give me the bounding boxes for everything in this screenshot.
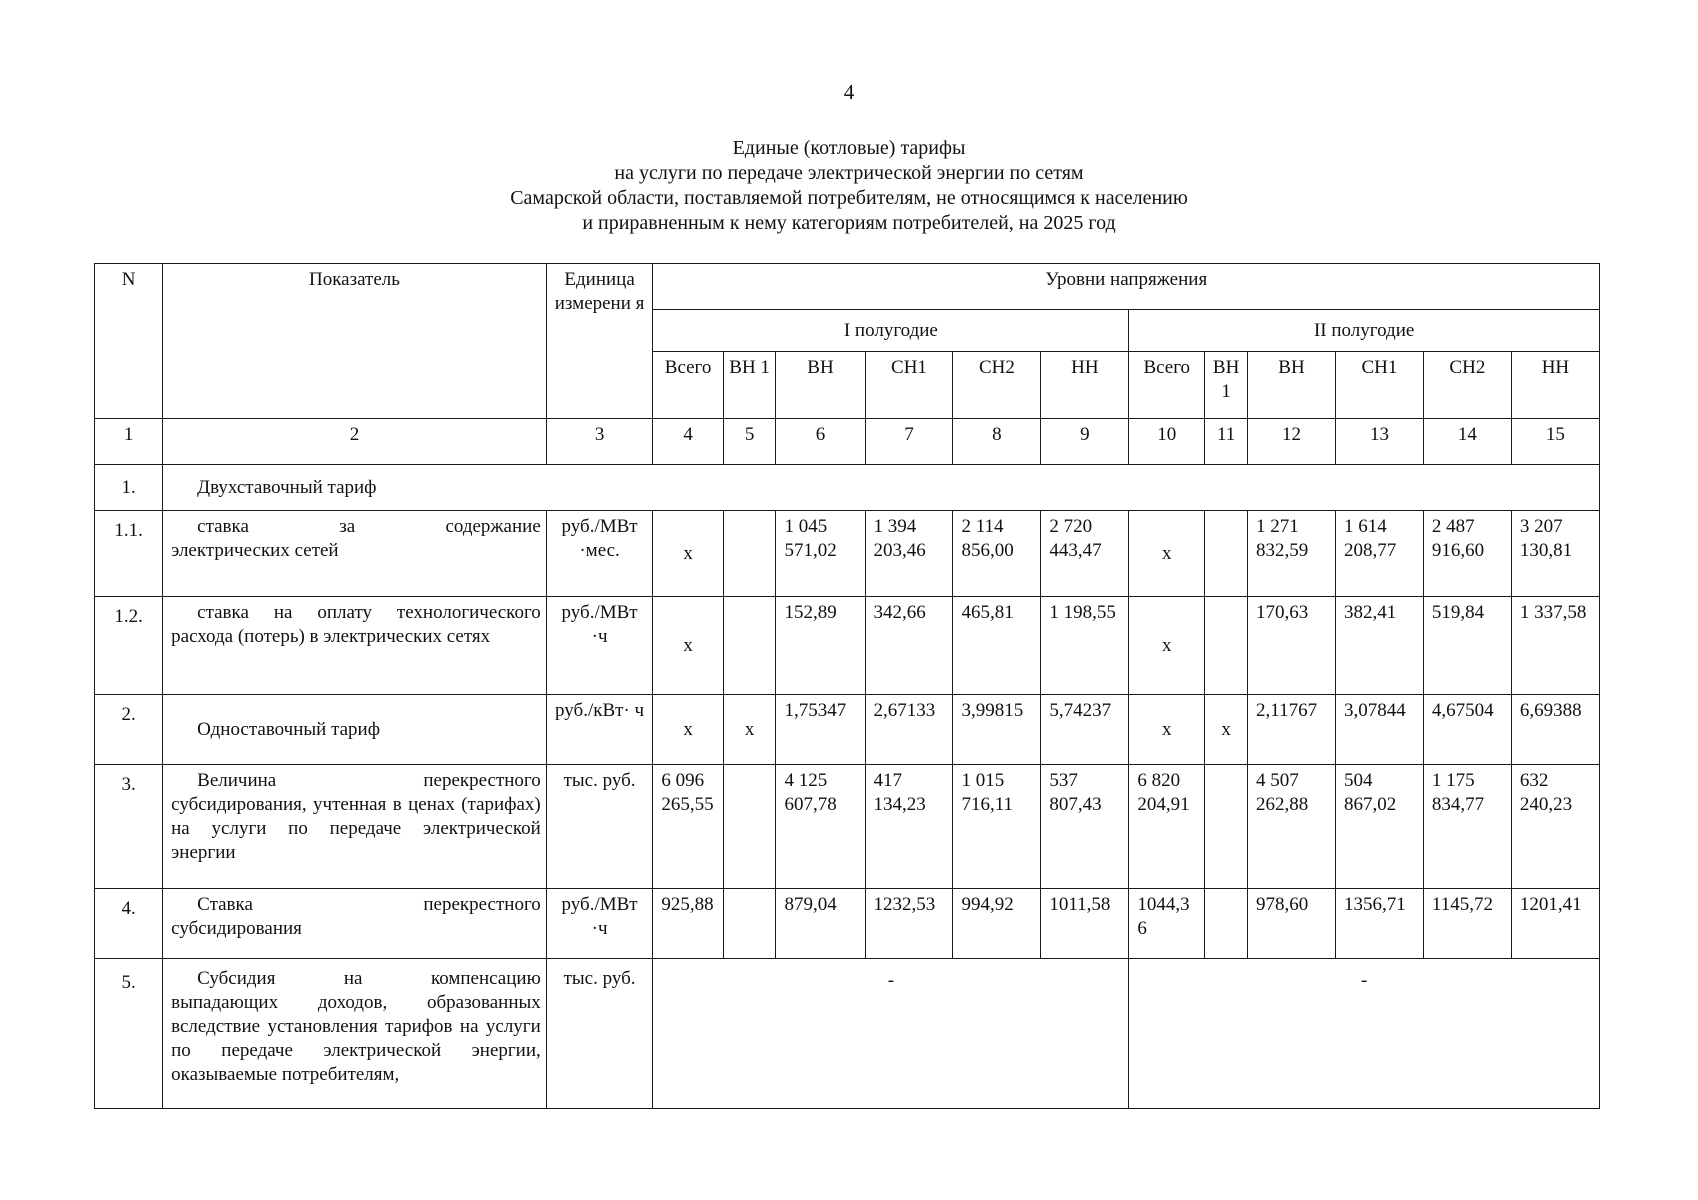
value-cell: 925,88	[653, 889, 723, 959]
row-number: 1.2.	[95, 597, 163, 695]
value-cell: 2 720 443,47	[1041, 511, 1129, 597]
value-cell: 1 015 716,11	[953, 765, 1041, 889]
header-indicator: Показатель	[163, 264, 547, 419]
value-cell: 5,74237	[1041, 695, 1129, 765]
header-sub-9: ВН	[1248, 352, 1336, 419]
value-cell: х	[653, 597, 723, 695]
value-half-1: -	[653, 959, 1129, 1109]
value-cell	[723, 597, 776, 695]
indicator-text: расхода (потерь) в электрических сетях	[171, 626, 491, 647]
value-cell	[1205, 511, 1248, 597]
col-number: 6	[776, 419, 865, 465]
value-cell: 1044,3 6	[1129, 889, 1205, 959]
value-cell: х	[653, 695, 723, 765]
value-cell: 537 807,43	[1041, 765, 1129, 889]
value-half-2: -	[1129, 959, 1600, 1109]
indicator-cell	[163, 959, 547, 1109]
value-cell	[723, 765, 776, 889]
value-cell: 4 125 607,78	[776, 765, 865, 889]
indicator-cell	[163, 511, 547, 597]
value-cell: 1011,58	[1041, 889, 1129, 959]
value-cell: 342,66	[865, 597, 953, 695]
col-number: 5	[723, 419, 776, 465]
header-sub-12: НН	[1511, 352, 1599, 419]
value-cell: 1 045 571,02	[776, 511, 865, 597]
value-cell: 1356,71	[1335, 889, 1423, 959]
unit-cell: тыс. руб.	[546, 765, 653, 889]
col-number: 13	[1335, 419, 1423, 465]
indicator-text: субсидирования, учтенная в ценах (тарифах) на услуги по передаче электрической энергии	[171, 794, 541, 863]
value-cell: 1 614 208,77	[1335, 511, 1423, 597]
table-row	[95, 511, 1600, 597]
indicator-first-line: Одноставочный тариф	[197, 718, 381, 740]
value-cell: 2,11767	[1248, 695, 1336, 765]
col-number: 14	[1423, 419, 1511, 465]
value-cell	[1205, 765, 1248, 889]
table-row	[95, 765, 1600, 889]
value-cell: х	[1129, 597, 1205, 695]
col-number: 15	[1511, 419, 1599, 465]
value-cell	[723, 889, 776, 959]
value-cell: 1 394 203,46	[865, 511, 953, 597]
column-number-row	[95, 419, 1600, 465]
unit-cell: руб./МВт ·ч	[546, 597, 653, 695]
indicator-text: выпадающих доходов, образованных вследствие установления тарифов на услуги по передаче электрической энергии, оказываемые потребителям,	[171, 992, 541, 1085]
section-label: Двухставочный тариф	[163, 465, 1600, 511]
value-cell: 6 820 204,91	[1129, 765, 1205, 889]
header-n: N	[95, 264, 163, 419]
unit-cell: руб./кВт· ч	[546, 695, 653, 765]
value-cell: 1 271 832,59	[1248, 511, 1336, 597]
value-cell: 1,75347	[776, 695, 865, 765]
value-cell	[1205, 597, 1248, 695]
indicator-first-line: Величина перекрестного	[197, 770, 541, 791]
col-number: 11	[1205, 419, 1248, 465]
indicator-first-line: Субсидия на компенсацию	[197, 968, 541, 989]
value-cell: 632 240,23	[1511, 765, 1599, 889]
value-cell: 6,69388	[1511, 695, 1599, 765]
table-row	[95, 959, 1600, 1109]
header-sub-11: СН2	[1423, 352, 1511, 419]
header-sub-7: Всего	[1129, 352, 1205, 419]
value-cell: 417 134,23	[865, 765, 953, 889]
header-sub-5: СН2	[953, 352, 1041, 419]
page-number: 4	[843, 80, 855, 104]
value-cell: х	[1129, 511, 1205, 597]
value-cell: 1 337,58	[1511, 597, 1599, 695]
unit-cell: руб./МВт ·мес.	[546, 511, 653, 597]
title-line-3: Самарской области, поставляемой потребителям, не относящимся к населению	[510, 187, 1188, 209]
value-cell: 978,60	[1248, 889, 1336, 959]
row-number: 2.	[95, 695, 163, 765]
col-number: 4	[653, 419, 723, 465]
value-cell: 1 175 834,77	[1423, 765, 1511, 889]
value-cell: 1145,72	[1423, 889, 1511, 959]
row-number: 5.	[95, 959, 163, 1109]
value-cell: 382,41	[1335, 597, 1423, 695]
title-line-1: Единые (котловые) тарифы	[732, 137, 966, 159]
value-cell: х	[723, 695, 776, 765]
header-sub-10: СН1	[1335, 352, 1423, 419]
value-cell: 152,89	[776, 597, 865, 695]
row-number: 1.	[95, 465, 163, 511]
row-number: 3.	[95, 765, 163, 889]
value-cell: 4 507 262,88	[1248, 765, 1336, 889]
indicator-text: электрических сетей	[171, 540, 339, 561]
value-cell: 2 114 856,00	[953, 511, 1041, 597]
header-half-2: II полугодие	[1129, 310, 1600, 352]
value-cell: 1 198,55	[1041, 597, 1129, 695]
table-row	[95, 597, 1600, 695]
value-cell: 2,67133	[865, 695, 953, 765]
indicator-first-line: ставка за содержание	[197, 516, 541, 537]
value-cell: 2 487 916,60	[1423, 511, 1511, 597]
value-cell: 3,07844	[1335, 695, 1423, 765]
value-cell: 1232,53	[865, 889, 953, 959]
value-cell: 519,84	[1423, 597, 1511, 695]
header-sub-1: Всего	[653, 352, 723, 419]
header-half-1: I полугодие	[653, 310, 1129, 352]
header-sub-4: СН1	[865, 352, 953, 419]
col-number: 3	[546, 419, 653, 465]
header-sub-6: НН	[1041, 352, 1129, 419]
header-voltage-levels: Уровни напряжения	[653, 264, 1600, 310]
col-number: 2	[163, 419, 547, 465]
header-unit: Единица измерени я	[546, 264, 653, 419]
header-sub-8: ВН 1	[1205, 352, 1248, 419]
col-number: 10	[1129, 419, 1205, 465]
indicator-cell	[163, 597, 547, 695]
row-number: 4.	[95, 889, 163, 959]
header-sub-3: ВН	[776, 352, 865, 419]
indicator-cell	[163, 889, 547, 959]
header-sub-2: ВН 1	[723, 352, 776, 419]
indicator-first-line: Ставка перекрестного	[197, 894, 541, 915]
indicator-first-line: ставка на оплату технологического	[197, 602, 541, 623]
value-cell: х	[1205, 695, 1248, 765]
value-cell: 6 096 265,55	[653, 765, 723, 889]
value-cell: 3 207 130,81	[1511, 511, 1599, 597]
unit-cell: тыс. руб.	[546, 959, 653, 1109]
value-cell: х	[1129, 695, 1205, 765]
section-row	[95, 465, 1600, 511]
tariff-table	[94, 263, 1600, 1109]
value-cell: 170,63	[1248, 597, 1336, 695]
indicator-text: субсидирования	[171, 918, 302, 939]
value-cell: 4,67504	[1423, 695, 1511, 765]
unit-cell: руб./МВт ·ч	[546, 889, 653, 959]
title-line-4: и приравненным к нему категориям потребителей, на 2025 год	[582, 212, 1116, 234]
title-line-2: на услуги по передаче электрической энергии по сетям	[614, 162, 1084, 184]
value-cell: х	[653, 511, 723, 597]
table-row	[95, 889, 1600, 959]
value-cell: 504 867,02	[1335, 765, 1423, 889]
value-cell: 1201,41	[1511, 889, 1599, 959]
col-number: 8	[953, 419, 1041, 465]
value-cell: 3,99815	[953, 695, 1041, 765]
col-number: 9	[1041, 419, 1129, 465]
value-cell: 465,81	[953, 597, 1041, 695]
col-number: 1	[95, 419, 163, 465]
value-cell	[723, 511, 776, 597]
value-cell: 994,92	[953, 889, 1041, 959]
row-number: 1.1.	[95, 511, 163, 597]
document-title	[0, 136, 1698, 236]
col-number: 7	[865, 419, 953, 465]
value-cell	[1205, 889, 1248, 959]
indicator-cell	[163, 695, 547, 765]
col-number: 12	[1248, 419, 1336, 465]
indicator-cell	[163, 765, 547, 889]
table-row	[95, 695, 1600, 765]
value-cell: 879,04	[776, 889, 865, 959]
